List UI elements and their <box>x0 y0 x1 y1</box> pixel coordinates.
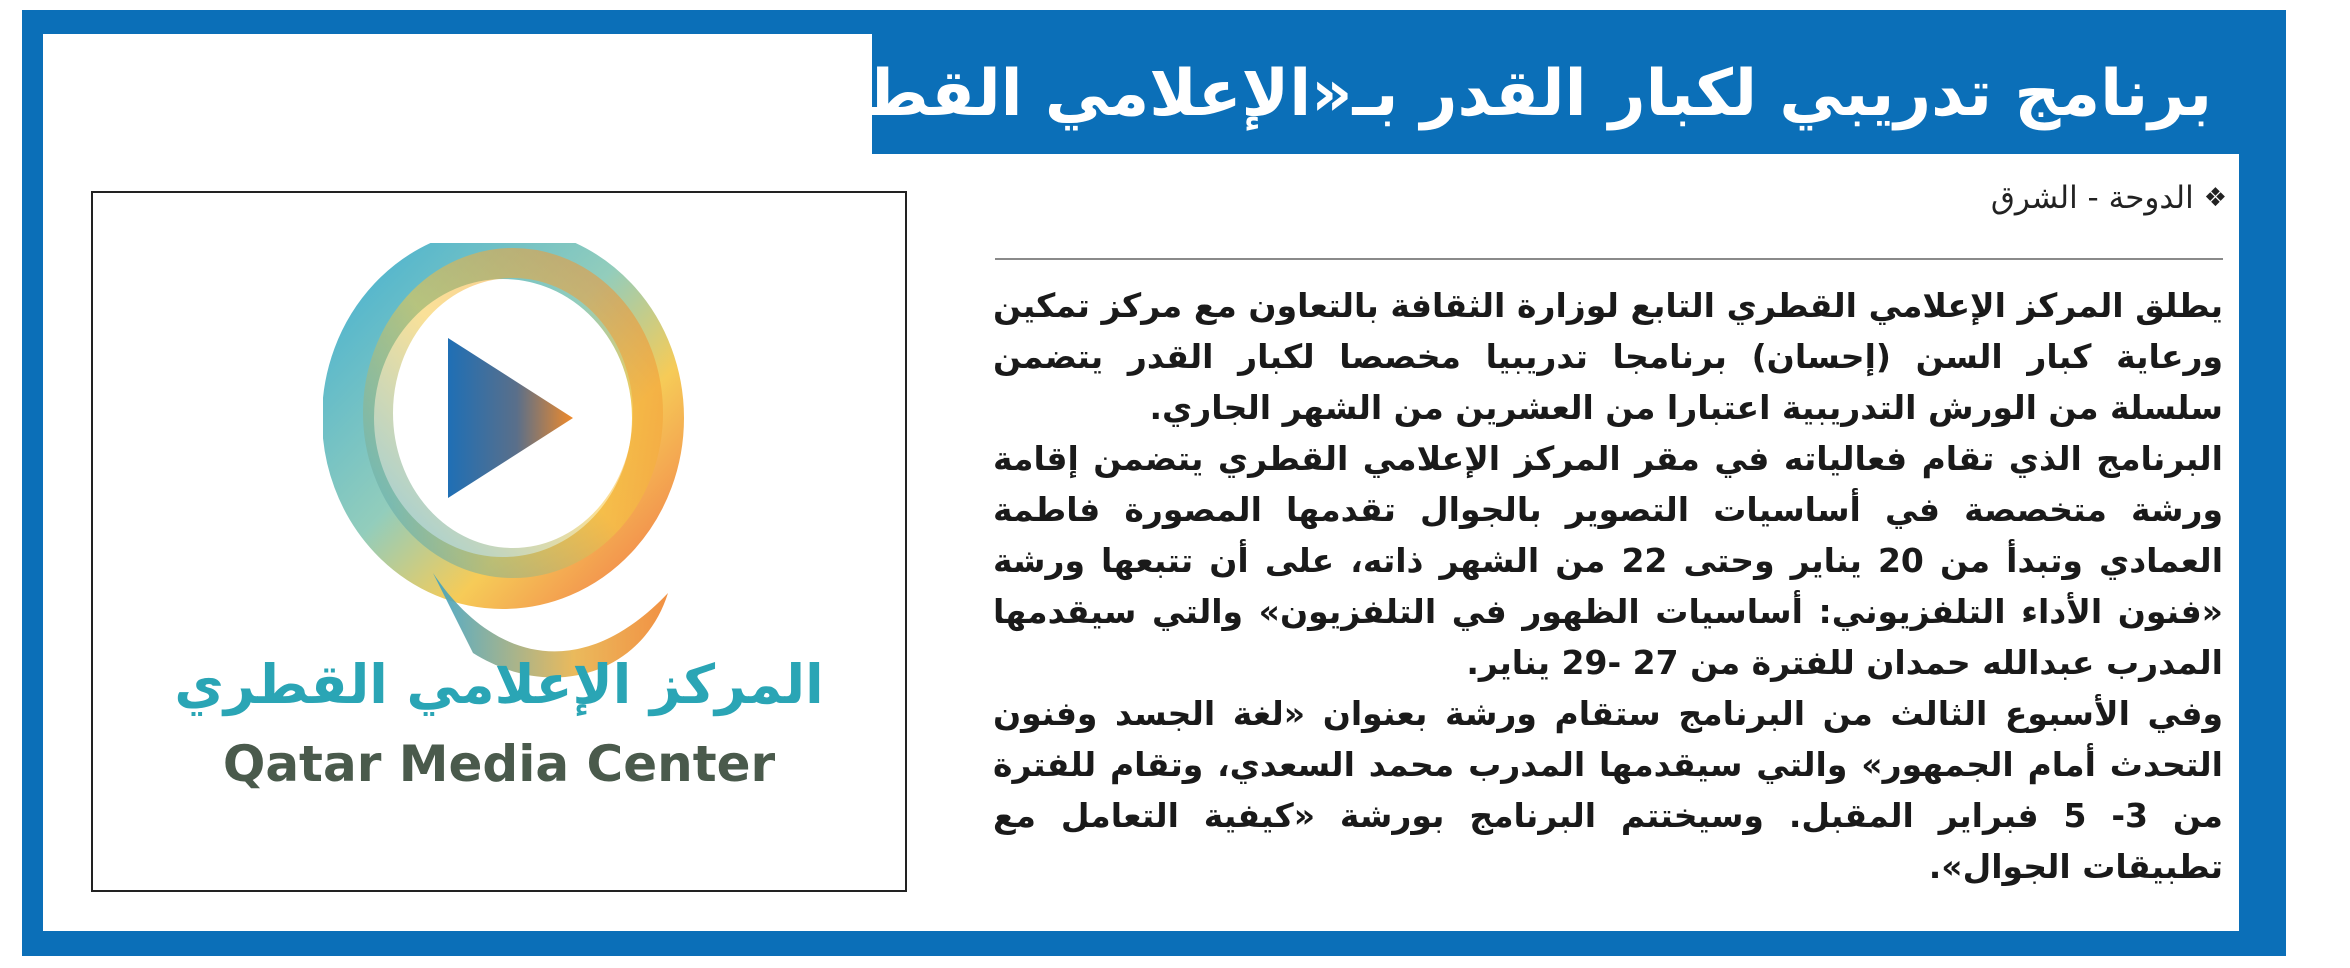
logo-image <box>91 191 907 892</box>
divider <box>995 258 2223 260</box>
headline: برنامج تدريبي لكبار القدر بـ«الإعلامي القطري» <box>728 57 2212 131</box>
logo-arabic-name: المركز الإعلامي القطري <box>174 653 824 716</box>
diamond-bullet-icon: ❖ <box>2203 183 2227 213</box>
article-paragraph: وفي الأسبوع الثالث من البرنامج ستقام ورشة بعنوان «لغة الجسد وفنون التحدث أمام الجمهور» والتي سيقدمها المدرب محمد السعدي، وتقام للفترة من 3- 5 فبراير المقبل. وسيختتم البرنامج بورشة «كيفية التعامل مع تطبيقات الجوال». <box>993 694 2223 886</box>
article-paragraph: يطلق المركز الإعلامي القطري التابع لوزارة الثقافة بالتعاون مع مركز تمكين ورعاية كبار السن (إحسان) برنامجا تدريبيا مخصصا لكبار القدر يتضمن سلسلة من الورش التدريبية اعتبارا من العشرين من الشهر الجاري. <box>993 286 2223 427</box>
dateline <box>1991 180 2227 216</box>
logo-english-name: Qatar Media Center <box>222 735 776 793</box>
article-body <box>993 280 2223 892</box>
article-paragraph: البرنامج الذي تقام فعالياته في مقر المركز الإعلامي القطري يتضمن إقامة ورشة متخصصة في أساسيات التصوير بالجوال تقدمها المصورة فاطمة العمادي وتبدأ من 20 يناير وحتى 22 من الشهر ذاته، على أن تتبعها ورشة «فنون الأداء التلفزيوني: أساسيات الظهور في التلفزيون» والتي سيقدمها المدرب عبدالله حمدان للفترة من 27 -29 يناير. <box>993 439 2224 682</box>
headline-bar <box>728 34 2240 154</box>
play-q-logo-icon <box>323 243 703 703</box>
dateline-text: الدوحة - الشرق <box>1990 180 2194 216</box>
